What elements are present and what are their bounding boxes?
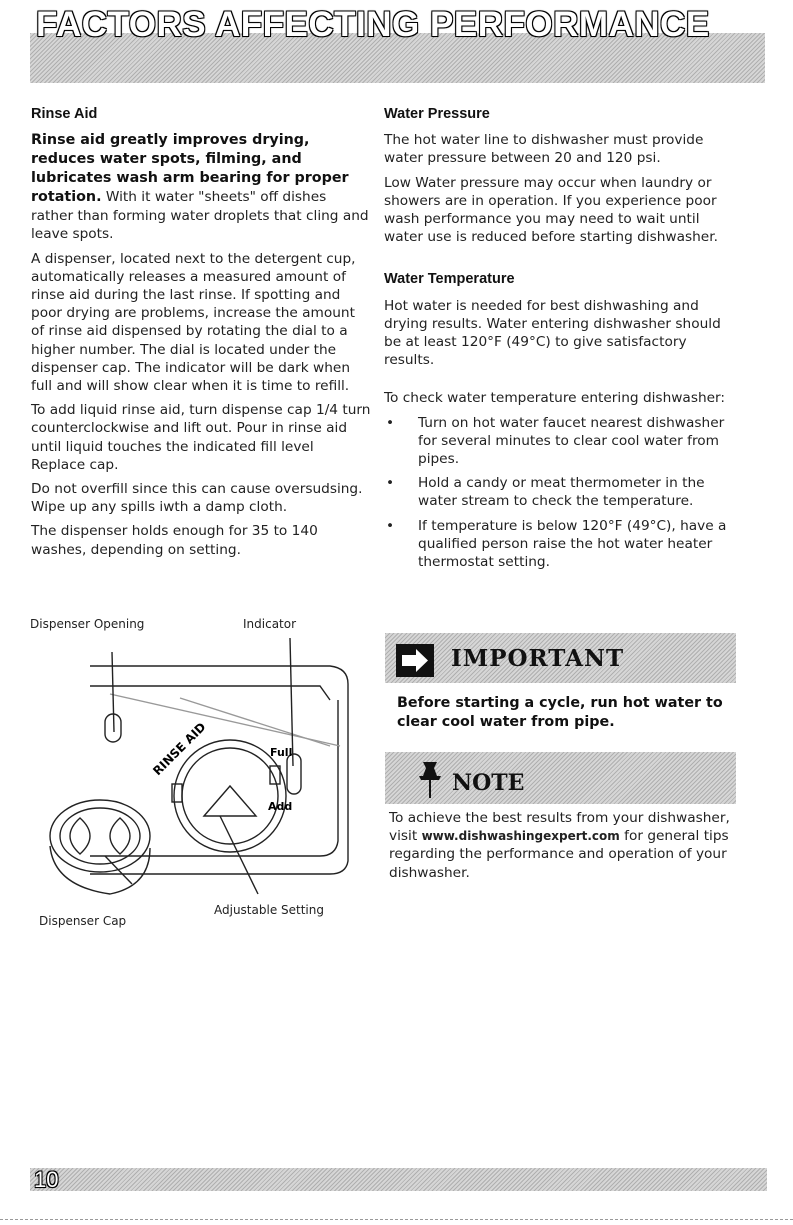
rinse-aid-paragraph: To add liquid rinse aid, turn dispense cap 1/4 turn counterclockwise and lift out. Pour in rinse aid until liquid touches the indicated fill level Replace cap. (31, 402, 371, 473)
dispenser-illustration (30, 636, 380, 936)
important-callout (385, 633, 736, 740)
note-callout (385, 752, 736, 885)
label-adjustable-setting: Adjustable Setting (214, 903, 324, 917)
footer-bar (30, 1168, 767, 1191)
list-item: • Turn on hot water faucet nearest dishwasher for several minutes to clear cool water from pipes. (386, 414, 725, 468)
list-item: • Hold a candy or meat thermometer in the water stream to check the temperature. (386, 475, 705, 510)
note-text: To achieve the best results from your dishwasher, visit www.dishwashingexpert.com for general tips regarding the performance and operation of your dishwasher. (389, 810, 730, 881)
diagram-text-full: Full (270, 746, 293, 759)
diagram-text-rinse-aid: RINSE AID (150, 719, 209, 779)
bottom-divider (0, 1219, 793, 1220)
rinse-aid-lead-rest: With it water "sheets" off dishes rather than forming water droplets that cling and leave spots. (31, 189, 369, 243)
water-pressure-paragraph: The hot water line to dishwasher must provide water pressure between 20 and 120 psi. (384, 132, 704, 167)
list-item: • If temperature is below 120°F (49°C), have a qualified person raise the hot water heater thermostat setting. (386, 517, 727, 571)
rinse-aid-heading: Rinse Aid (31, 106, 98, 122)
page-number: 10 (34, 1167, 59, 1192)
rinse-aid-paragraph: The dispenser holds enough for 35 to 140 washes, depending on setting. (31, 523, 318, 558)
diagram-text-add: Add (268, 800, 293, 813)
water-temperature-paragraph: Hot water is needed for best dishwashing and drying results. Water entering dishwasher should be at least 120°F (49°C) to give satisfactory results. (384, 297, 721, 369)
note-title: NOTE (452, 770, 525, 796)
bullet: • (386, 517, 395, 534)
label-indicator: Indicator (243, 617, 297, 631)
important-title: IMPORTANT (451, 645, 625, 672)
water-pressure-heading: Water Pressure (384, 106, 490, 122)
rinse-aid-lead (31, 131, 371, 243)
website-link[interactable]: www.dishwashingexpert.com (421, 829, 620, 844)
water-pressure-paragraph: Low Water pressure may occur when laundry or showers are in operation. If you experience poor wash performance you may need to wait until water use is reduced before starting dishwasher. (384, 174, 718, 246)
bullet: • (386, 475, 395, 492)
water-temperature-heading: Water Temperature (384, 271, 515, 288)
page-title: FACTORS AFFECTING PERFORMANCE (36, 5, 710, 44)
important-text: Before starting a cycle, run hot water to clear cool water from pipe. (397, 695, 723, 730)
temperature-steps-list (384, 414, 729, 572)
water-temperature-paragraph: To check water temperature entering dishwasher: (384, 390, 726, 407)
rinse-aid-paragraph: A dispenser, located next to the detergent cup, automatically releases a measured amount of rinse aid during the last rinse. If spotting and poor drying are problems, increase the amount of rinse aid dispensed by rotating the dial to a higher number. The dial is located under the dispenser cap. The indicator will be dark when full and will show clear when it is time to refill. (31, 250, 356, 395)
rinse-aid-dispenser-diagram (30, 612, 380, 932)
rinse-aid-paragraph: Do not overfill since this can cause oversudsing. Wipe up any spills iwth a damp cloth. (31, 481, 363, 516)
label-dispenser-cap: Dispenser Cap (39, 914, 127, 928)
bullet: • (386, 414, 395, 431)
arrow-icon (396, 644, 434, 677)
label-dispenser-opening: Dispenser Opening (30, 617, 145, 631)
right-column (384, 105, 729, 577)
pushpin-icon (415, 758, 445, 802)
rinse-aid-lead-bold: Rinse aid greatly improves drying, reduces water spots, filming, and lubricates wash arm bearing for proper rotation. (31, 132, 349, 206)
rinse-aid-section (31, 105, 371, 565)
